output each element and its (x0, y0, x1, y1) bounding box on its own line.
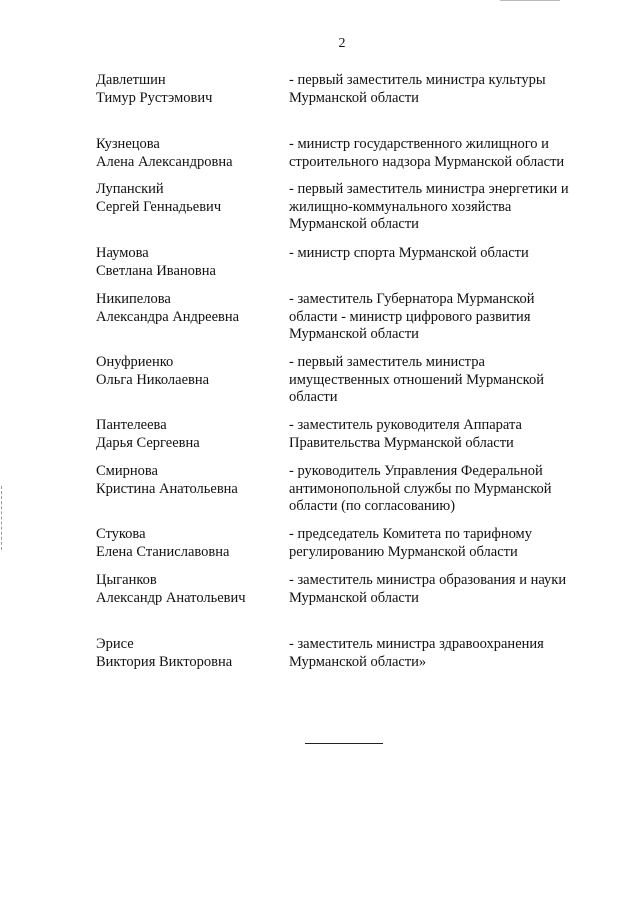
member-surname: Стукова (96, 526, 146, 542)
role-line: Мурманской области» (289, 653, 427, 670)
role-line: области (289, 389, 338, 405)
member-given-name: Виктория Викторовна (96, 653, 233, 670)
role-line: - заместитель Губернатора Мурманской (289, 291, 535, 307)
member-name (96, 291, 281, 326)
role-line: - председатель Комитета по тарифному (289, 526, 532, 542)
top-edge-mark (500, 0, 560, 1)
member-given-name: Сергей Геннадьевич (96, 198, 222, 215)
role-line: Мурманской области (289, 216, 419, 232)
role-line: регулированию Мурманской области (289, 543, 518, 560)
role-line: Мурманской области (289, 89, 419, 106)
member-role (289, 291, 619, 344)
member-given-name: Кристина Анатольевна (96, 480, 238, 497)
member-role (289, 417, 619, 452)
role-line: - руководитель Управления Федеральной (289, 463, 543, 479)
member-surname: Никипелова (96, 291, 171, 307)
role-line: - заместитель министра образования и науки (289, 572, 567, 588)
member-given-name: Алена Александровна (96, 153, 233, 170)
member-name (96, 136, 281, 171)
member-role (289, 72, 619, 107)
member-given-name: Александра Андреевна (96, 308, 240, 325)
role-line: - первый заместитель министра энергетики и (289, 181, 569, 197)
role-line: - первый заместитель министра культуры (289, 72, 546, 88)
role-line: антимонопольной службы по Мурманской (289, 480, 552, 497)
member-given-name: Александр Анатольевич (96, 589, 246, 606)
member-given-name: Дарья Сергеевна (96, 434, 200, 451)
member-name (96, 636, 281, 671)
member-surname: Цыганков (96, 572, 157, 588)
role-line: - заместитель руководителя Аппарата (289, 417, 522, 433)
member-name (96, 417, 281, 452)
role-line: жилищно-коммунального хозяйства (289, 198, 512, 215)
member-surname: Онуфриенко (96, 354, 174, 370)
role-line: Мурманской области (289, 326, 419, 342)
member-role (289, 354, 619, 407)
member-name (96, 181, 281, 216)
member-given-name: Тимур Рустэмович (96, 89, 213, 106)
member-surname: Смирнова (96, 463, 158, 479)
role-line: строительного надзора Мурманской области (289, 153, 565, 170)
page-number: 2 (338, 36, 346, 51)
member-role (289, 136, 619, 171)
member-role (289, 526, 619, 561)
role-line: - министр спорта Мурманской области (289, 245, 529, 261)
role-line: - заместитель министра здравоохранения (289, 636, 544, 652)
role-line: Мурманской области (289, 589, 419, 606)
margin-mark (1, 486, 3, 550)
role-line: имущественных отношений Мурманской (289, 371, 545, 388)
member-given-name: Светлана Ивановна (96, 262, 216, 279)
role-line: - министр государственного жилищного и (289, 136, 549, 152)
member-given-name: Ольга Николаевна (96, 371, 210, 388)
member-surname: Пантелеева (96, 417, 167, 433)
member-surname: Наумова (96, 245, 149, 261)
member-surname: Давлетшин (96, 72, 166, 88)
member-name (96, 354, 281, 389)
role-line: области - министр цифрового развития (289, 308, 531, 325)
member-role (289, 636, 619, 671)
member-role (289, 245, 619, 263)
role-line: Правительства Мурманской области (289, 434, 514, 451)
end-of-list-rule (305, 743, 383, 744)
role-line: - первый заместитель министра (289, 354, 485, 370)
role-line: области (по согласованию) (289, 498, 456, 514)
member-name (96, 572, 281, 607)
member-surname: Эрисе (96, 636, 134, 652)
member-name (96, 245, 281, 280)
member-given-name: Елена Станиславовна (96, 543, 230, 560)
member-name (96, 72, 281, 107)
member-surname: Лупанский (96, 181, 164, 197)
member-role (289, 463, 619, 516)
member-surname: Кузнецова (96, 136, 160, 152)
member-name (96, 463, 281, 498)
member-name (96, 526, 281, 561)
member-role (289, 181, 619, 234)
member-role (289, 572, 619, 607)
